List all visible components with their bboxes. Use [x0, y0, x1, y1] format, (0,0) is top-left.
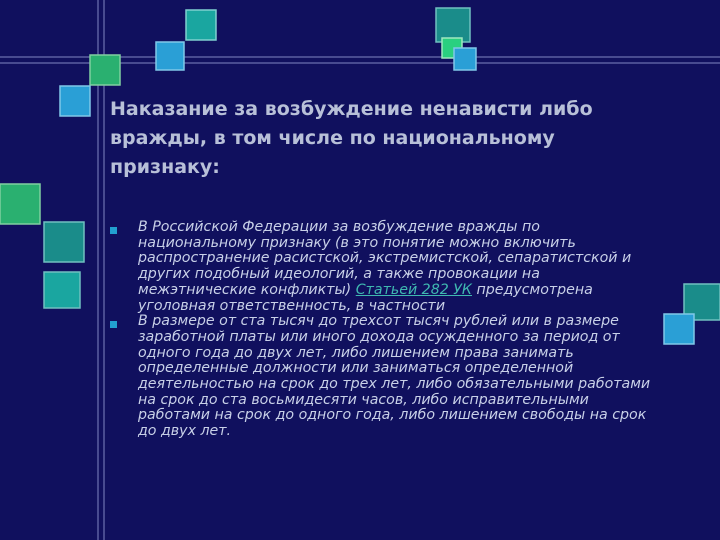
bullet-list [108, 220, 658, 440]
deco-square [44, 272, 80, 308]
bullet-square-icon [110, 321, 117, 328]
slide-title: Наказание за возбуждение ненависти либо вражды, в том числе по национальному признаку: [110, 98, 593, 178]
list-item [108, 220, 658, 314]
deco-square [664, 314, 694, 344]
deco-square [44, 222, 84, 262]
deco-square [436, 8, 470, 42]
deco-square [60, 86, 90, 116]
bullet-square-icon [110, 227, 117, 234]
text-after-link: предусмотрена уголовная ответственность, в частности [138, 281, 593, 314]
deco-square [90, 55, 120, 85]
list-item-text: В размере от ста тысяч до трехсот тысяч рублей или в размере заработной платы или иного дохода осужденного за период от одного года до двух лет, либо лишением права занимать определенные должности или заниматься определенной деятельностью на срок до трех лет, либо обязательными работами на срок до ста восьмидесяти часов, либо исправительными работами на срок до одного года, либо лишением свободы на срок до двух лет. [138, 313, 651, 440]
deco-square [186, 10, 216, 40]
deco-square [0, 184, 40, 224]
deco-square [156, 42, 184, 70]
deco-square [454, 48, 476, 70]
list-item-text [138, 220, 658, 314]
law-link[interactable]: Статьей 282 УК [355, 281, 472, 298]
text-before-link: В Российской Федерации за возбуждение вражды по национальному признаку (в это понятие можно включить распространение расистской, экстремистской, сепаратистской и других подобный идеологий, а также провокации на межэтнические конфликты) [138, 219, 632, 298]
list-item [108, 314, 658, 440]
